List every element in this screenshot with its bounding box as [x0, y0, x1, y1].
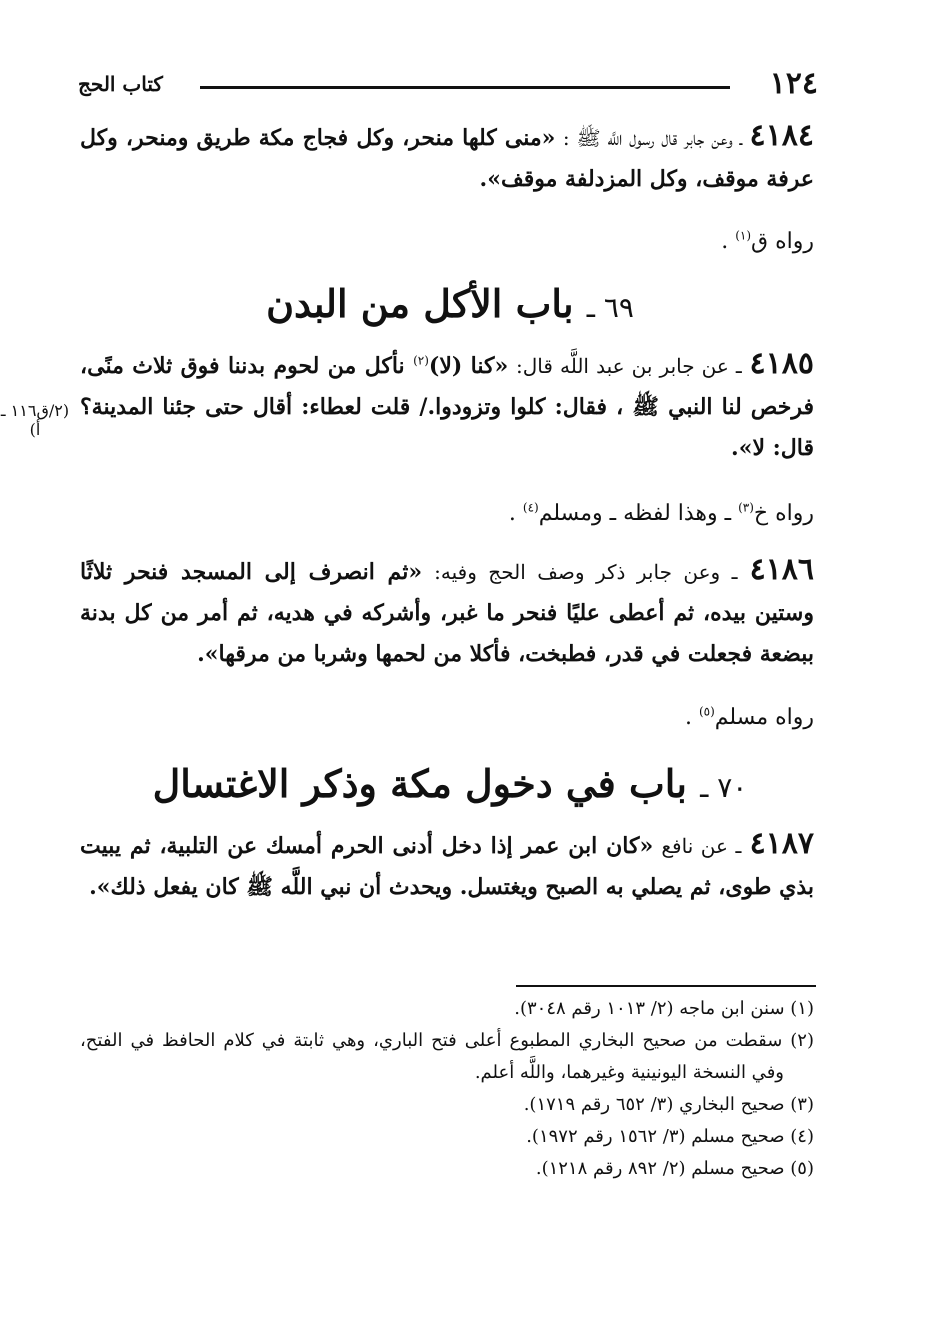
chapter-heading: باب في دخول مكة وذكر الاغتسال: [152, 761, 687, 806]
page-header: [78, 64, 818, 104]
chapter-number: ٦٩ ـ: [586, 291, 634, 324]
hadith-4184-source: [721, 222, 814, 262]
source-end: .: [721, 229, 736, 254]
footnote-rule: [516, 985, 816, 987]
hadith-number: ٤١٨٤: [749, 118, 814, 153]
hadith-narration: ـ عن نافع: [661, 834, 742, 858]
footnote-4: (٤) صحيح مسلم (٣/ ١٥٦٢ رقم ١٩٧٢).: [526, 1126, 814, 1147]
header-rule: [200, 86, 730, 89]
footnote-5: (٥) صحيح مسلم (٢/ ٨٩٢ رقم ١٢١٨).: [535, 1158, 814, 1179]
hadith-number: ٤١٨٥: [749, 346, 814, 381]
hadith-4185: [80, 344, 814, 469]
source-end: .: [508, 501, 523, 526]
hadith-text: «ثم انصرف إلى المسجد فنحر ثلاثًا وستين بيده، ثم أعطى عليًا فنحر ما غبر، وأشركه في هديه، ثم أمر من كل بدنة ببضعة فجعلت في قدر، فطبخت، فأكلا من لحمها وشربا من مرقها».: [80, 559, 814, 667]
source-text: رواه مسلم: [714, 705, 814, 730]
footnote-ref: (٥): [698, 704, 715, 719]
hadith-4187: [80, 824, 814, 908]
running-title: كتاب الحج: [78, 72, 163, 96]
hadith-narration: ـ وعن جابر ذكر وصف الحج وفيه:: [434, 560, 738, 584]
source-text: رواه خ: [753, 501, 814, 526]
hadith-4186-source: [685, 698, 814, 738]
hadith-number: ٤١٨٧: [749, 826, 815, 861]
hadith-4184: [80, 116, 814, 200]
hadith-4185-source: [509, 494, 814, 534]
source-text: رواه ق: [751, 229, 814, 254]
footnote-ref: (٣): [738, 500, 754, 515]
chapter-69-title: [80, 276, 820, 336]
source-end: .: [684, 705, 699, 730]
page-number: ١٢٤: [769, 66, 818, 101]
footnote-2: (٢) سقطت من صحيح البخاري المطبوع أعلى فتح الباري، وهي ثابتة في كلام الحافظ في الفتح، وفي النسخة اليونينية وغيرهما، واللَّه أعلم.: [80, 1030, 814, 1083]
hadith-narration: ـ عن جابر بن عبد اللَّه قال:: [515, 354, 742, 378]
hadith-narration: ـ وعن جابر قال رسول اللَّه ﷺ :: [562, 126, 743, 150]
footnote-1: (١) سنن ابن ماجه (٢/ ١٠١٣ رقم ٣٠٤٨).: [514, 998, 814, 1019]
source-text-cont: ـ وهذا لفظه ـ ومسلم: [538, 501, 739, 526]
footnotes: [80, 993, 814, 1185]
manuscript-margin-note: (٢/ق١١٦ ـ أ): [0, 401, 70, 439]
hadith-text-cont: نأكل من لحوم بدننا فوق ثلاث منًى، فرخص لنا النبي ﷺ ، فقال: كلوا وتزودوا./ قلت لعطاء: أقال حتى جئنا المدينة؟ قال: لا».: [80, 353, 814, 461]
footnote-ref: (٤): [522, 500, 539, 515]
chapter-heading: باب الأكل من البدن: [266, 281, 574, 326]
chapter-number: ٧٠ ـ: [700, 771, 748, 804]
footnote-ref: (١): [735, 228, 752, 243]
hadith-text: «كنا (لا): [428, 353, 509, 379]
chapter-70-title: [80, 756, 820, 816]
footnote-ref: (٢): [413, 353, 429, 368]
hadith-text: «منى كلها منحر، وكل فجاج مكة طريق ومنحر، وكل عرفة موقف، وكل المزدلفة موقف».: [80, 125, 814, 192]
hadith-text: «كان ابن عمر إذا دخل أدنى الحرم أمسك عن التلبية، ثم يبيت بذي طوى، ثم يصلي به الصبح ويغتسل. ويحدث أن نبي اللَّه ﷺ كان يفعل ذلك».: [80, 833, 814, 900]
hadith-number: ٤١٨٦: [749, 552, 815, 587]
hadith-4186: [80, 550, 814, 675]
footnote-3: (٣) صحيح البخاري (٣/ ٦٥٢ رقم ١٧١٩).: [523, 1094, 814, 1115]
